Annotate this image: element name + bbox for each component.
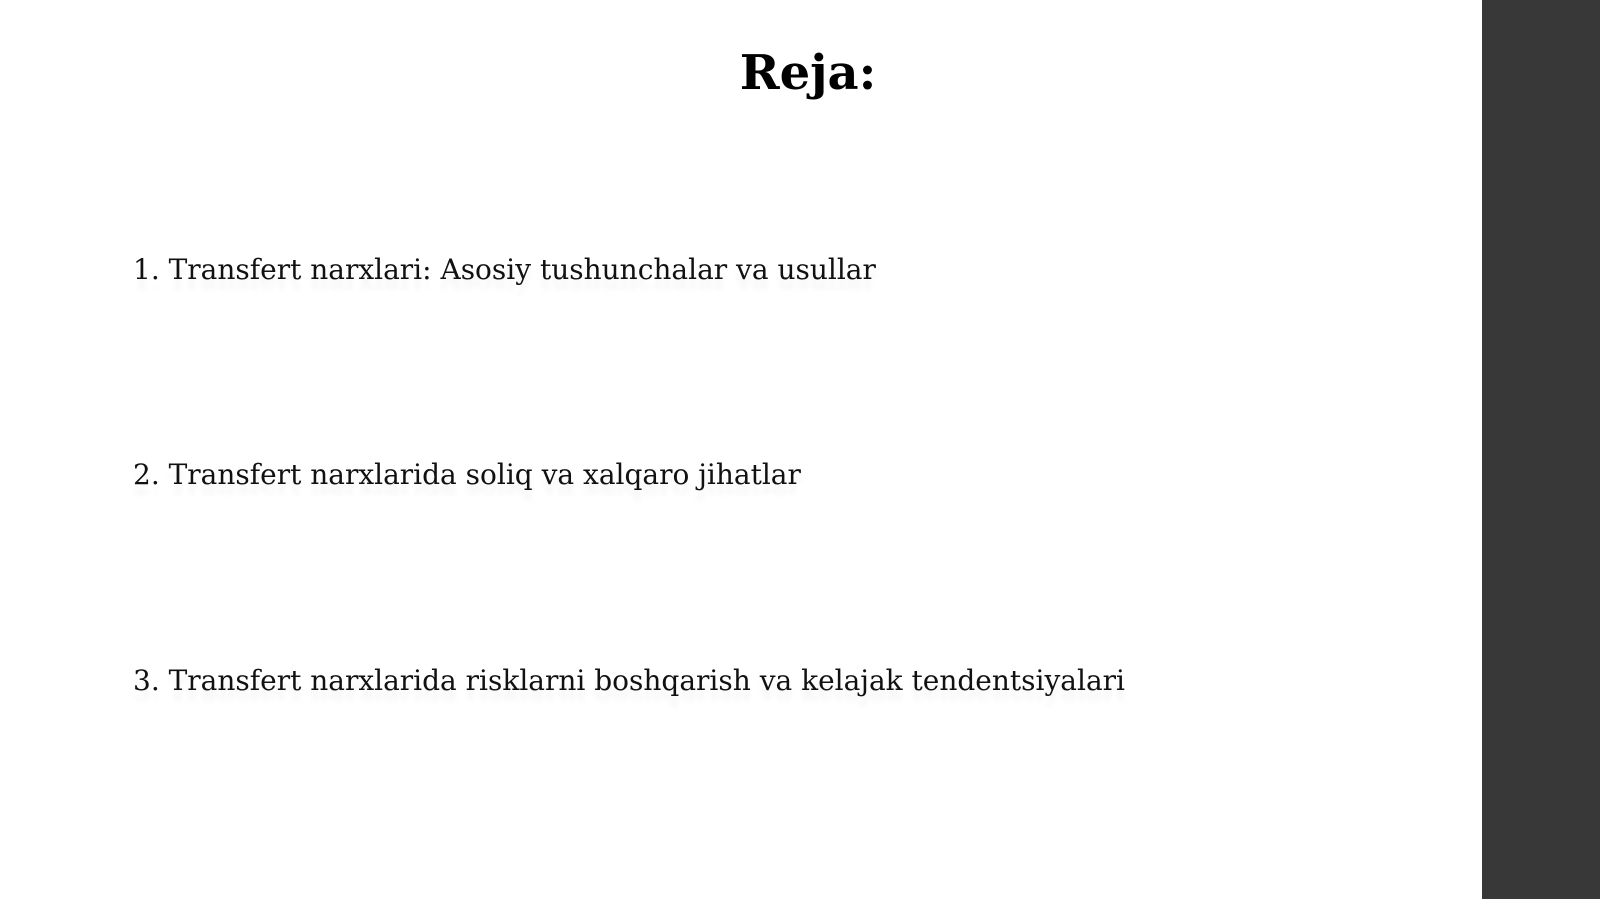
- plan-item: 2. Transfert narxlarida soliq va xalqaro jihatlar: [133, 458, 801, 491]
- slide-title: Reja:: [739, 45, 877, 101]
- side-bar: [1482, 0, 1600, 899]
- plan-item: 1. Transfert narxlari: Asosiy tushunchalar va usullar: [133, 253, 876, 286]
- plan-item: 3. Transfert narxlarida risklarni boshqarish va kelajak tendentsiyalari: [133, 664, 1125, 697]
